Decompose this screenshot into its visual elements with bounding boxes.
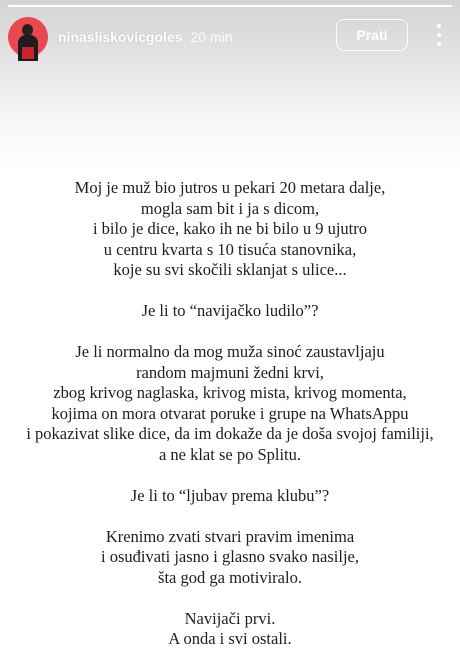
more-options-icon[interactable] [432,24,446,46]
text-line: i osuđivati jasno i glasno svako nasilje, [100,547,359,566]
stanza-5 [0,527,460,589]
text-line: kojima on mora otvarat poruke i grupe na WhatsAppu [51,403,409,423]
stanza-2 [0,301,460,322]
text-line: random majmuni žedni krvi, [136,362,324,382]
follow-button[interactable]: Prati [336,19,408,51]
text-line: Krenimo zvati stvari pravim imenima [105,526,355,546]
text-line: i bilo je dice, kako ih ne bi bilo u 9 ujutro [92,219,368,238]
stanza-1 [0,178,460,281]
story-progress-fill [8,5,452,7]
text-line: A onda i svi ostali. [168,629,292,648]
text-line: Je li to “navijačko ludilo”? [141,301,319,320]
post-time: 20 min [190,29,233,45]
stanza-4 [0,486,460,507]
story-text [0,178,460,670]
avatar[interactable] [8,17,48,57]
story-header [8,14,452,60]
text-line: Moj je muž bio jutros u pekari 20 metara dalje, [74,178,386,197]
text-line: Navijači prvi. [184,608,276,628]
text-line: mogla sam bit i ja s dicom, [140,198,320,218]
stanza-6 [0,609,460,650]
story-progress-bar [8,5,452,7]
text-line: i pokazivat slike dice, da im dokaže da je doša svojoj familiji, [26,424,434,443]
text-line: Je li to “ljubav prema klubu”? [130,485,330,505]
text-line: šta god ga motiviralo. [158,567,302,587]
text-line: Je li normalno da mog muža sinoć zaustavljaju [75,342,385,361]
stanza-3 [0,342,460,465]
text-line: zbog krivog naglaska, krivog mista, krivog momenta, [53,383,407,402]
text-line: a ne klat se po Splitu. [158,444,302,464]
text-line: u centru kvarta s 10 tisuća stanovnika, [103,239,357,259]
username[interactable]: ninasliskovicgoles [58,29,183,45]
text-line: koje su svi skočili sklanjat s ulice... [113,260,347,279]
